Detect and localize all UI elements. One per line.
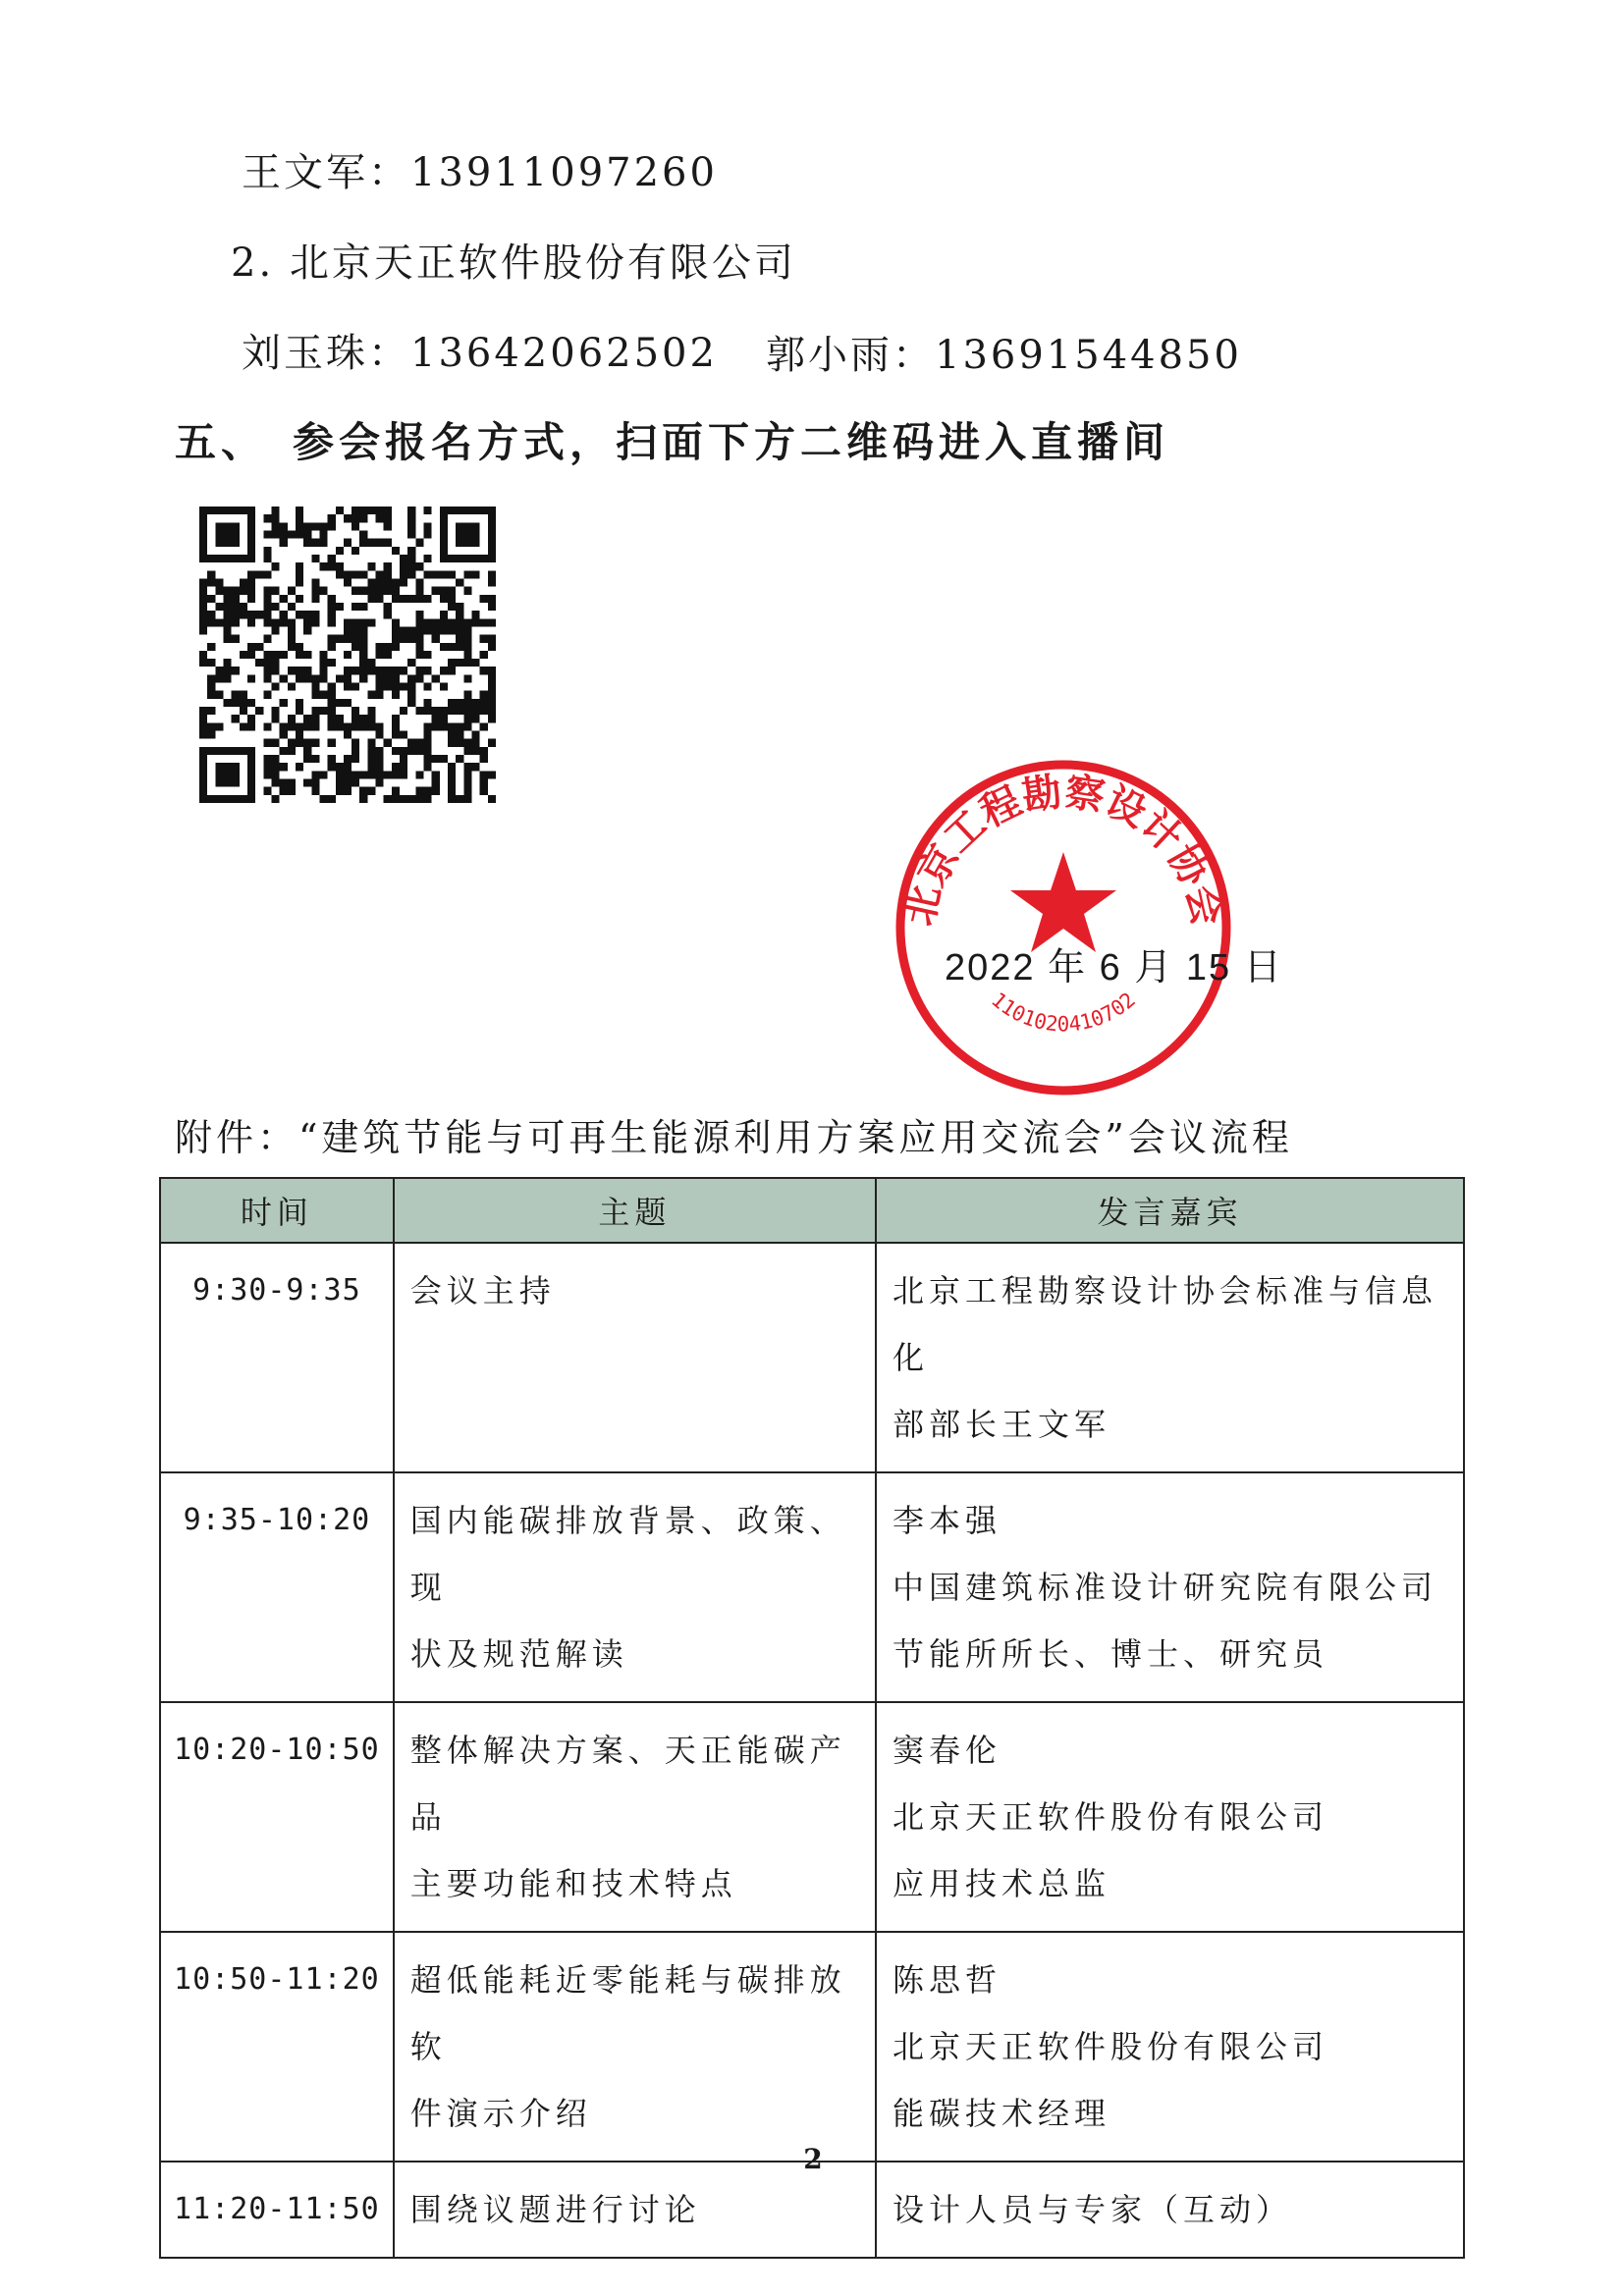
speaker-line: 设计人员与专家（互动）	[892, 2191, 1292, 2228]
row-time: 9:30-9:35	[160, 1243, 394, 1472]
row-topic	[394, 1932, 876, 2162]
row-topic	[394, 1702, 876, 1932]
row-time: 9:35-10:20	[160, 1472, 394, 1702]
topic-line: 整体解决方案、天正能碳产品	[409, 1732, 846, 1836]
svg-text:1101020410702	[987, 988, 1140, 1036]
speaker-line: 窦春伦	[892, 1732, 1001, 1769]
row-speaker	[876, 1472, 1464, 1702]
row-speaker	[876, 1243, 1464, 1472]
official-seal	[892, 756, 1235, 1099]
row-time: 10:20-10:50	[160, 1702, 394, 1932]
speaker-line: 应用技术总监	[892, 1865, 1110, 1902]
topic-line: 件演示介绍	[409, 2095, 592, 2132]
section5-title: 参会报名方式，扫面下方二维码进入直播间	[293, 418, 1170, 466]
topic-line: 会议主持	[409, 1272, 556, 1309]
speaker-line: 节能所所长、博士、研究员	[892, 1635, 1328, 1673]
speaker-line: 北京工程勘察设计协会标准与信息化	[892, 1272, 1437, 1376]
row-topic	[394, 1243, 876, 1472]
header-topic: 主题	[394, 1178, 876, 1243]
row-time: 11:20-11:50	[160, 2162, 394, 2258]
table-row	[160, 1702, 1464, 1932]
row-speaker	[876, 2162, 1464, 2258]
speaker-line: 李本强	[892, 1502, 1001, 1539]
table-row	[160, 1932, 1464, 2162]
table-row	[160, 2162, 1464, 2258]
attachment-title: 附件：“建筑节能与可再生能源利用方案应用交流会”会议流程	[175, 1116, 1293, 1159]
seal-text: 北京工程勘察设计协会	[895, 768, 1231, 931]
topic-line: 围绕议题进行讨论	[409, 2191, 701, 2228]
table-row	[160, 1472, 1464, 1702]
agenda-table	[159, 1177, 1465, 2259]
topic-line: 状及规范解读	[409, 1635, 628, 1673]
speaker-line: 能碳技术经理	[892, 2095, 1110, 2132]
row-speaker	[876, 1932, 1464, 2162]
issue-date: 2022 年 6 月 15 日	[945, 947, 1283, 988]
page-number: 2	[803, 2143, 823, 2175]
org2-name: 2. 北京天正软件股份有限公司	[231, 240, 796, 286]
row-topic	[394, 2162, 876, 2258]
row-speaker	[876, 1702, 1464, 1932]
row-topic	[394, 1472, 876, 1702]
speaker-line: 部部长王文军	[892, 1406, 1110, 1443]
agenda-header-row	[160, 1178, 1464, 1243]
seal-code: 1101020410702	[987, 988, 1140, 1037]
topic-line: 主要功能和技术特点	[409, 1865, 737, 1902]
row-time: 10:50-11:20	[160, 1932, 394, 2162]
topic-line: 国内能碳排放背景、政策、现	[409, 1502, 846, 1606]
qr-code[interactable]	[199, 507, 496, 803]
speaker-line: 北京天正软件股份有限公司	[892, 2028, 1328, 2065]
section5-number: 五、	[175, 418, 268, 466]
speaker-line: 中国建筑标准设计研究院有限公司	[892, 1569, 1437, 1606]
header-time: 时间	[160, 1178, 394, 1243]
contact-guo: 郭小雨：13691544850	[766, 333, 1242, 378]
table-row	[160, 1243, 1464, 1472]
contact-liu: 刘玉珠：13642062502	[242, 331, 718, 376]
speaker-line: 北京天正软件股份有限公司	[892, 1798, 1328, 1836]
contact-wang: 王文军：13911097260	[242, 150, 718, 195]
speaker-line: 陈思哲	[892, 1961, 1001, 1999]
header-speaker: 发言嘉宾	[876, 1178, 1464, 1243]
topic-line: 超低能耗近零能耗与碳排放软	[409, 1961, 846, 2065]
